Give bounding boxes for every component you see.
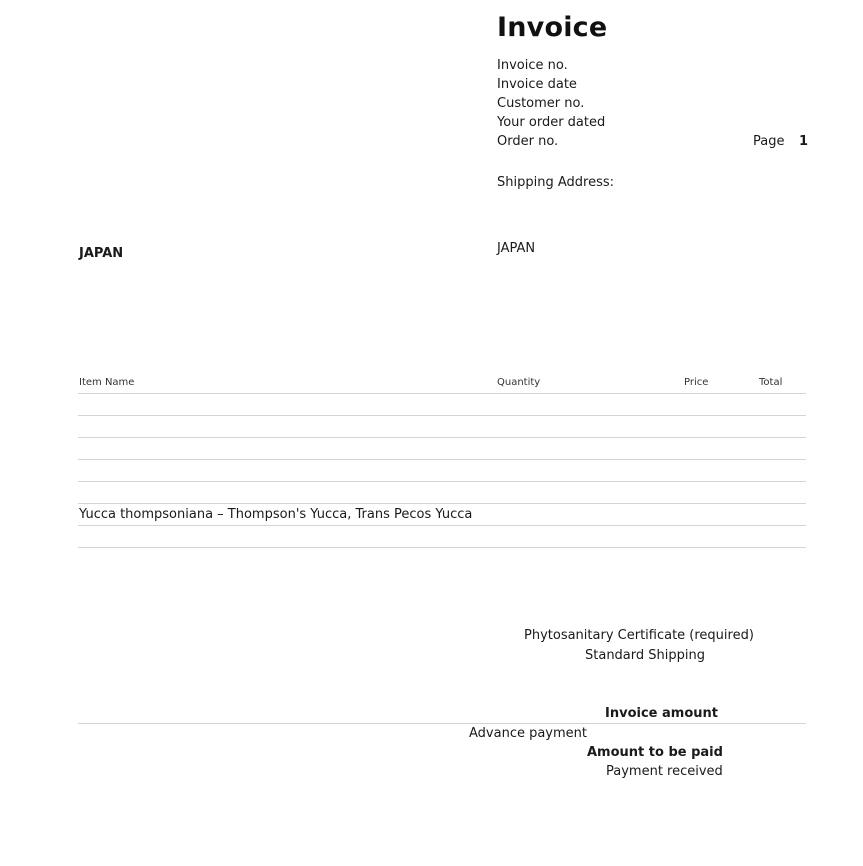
invoice-date-label: Invoice date <box>497 77 577 92</box>
amount-to-be-paid-label: Amount to be paid <box>587 745 723 760</box>
customer-number-label: Customer no. <box>497 96 585 111</box>
billing-country: JAPAN <box>79 246 124 261</box>
shipping-address-label: Shipping Address: <box>497 175 614 190</box>
table-row-divider <box>78 525 806 526</box>
phytosanitary-certificate-charge: Phytosanitary Certificate (required) <box>524 628 754 643</box>
order-date-label: Your order dated <box>497 115 606 130</box>
page-number: 1 <box>799 134 809 149</box>
order-number-label: Order no. <box>497 134 559 149</box>
invoice-amount-label: Invoice amount <box>605 706 718 721</box>
standard-shipping-charge: Standard Shipping <box>585 648 705 663</box>
page-title: Invoice <box>497 12 608 43</box>
column-header-item-name: Item Name <box>79 377 135 388</box>
table-row-divider <box>78 459 806 460</box>
table-row-divider <box>78 481 806 482</box>
summary-divider <box>78 723 806 724</box>
payment-received-label: Payment received <box>606 764 723 779</box>
invoice-meta-labels <box>497 56 605 151</box>
table-header-divider <box>78 393 806 394</box>
column-header-price: Price <box>684 377 709 388</box>
table-row-divider <box>78 547 806 548</box>
table-row-divider <box>78 503 806 504</box>
table-row-divider <box>78 437 806 438</box>
table-row-divider <box>78 415 806 416</box>
page-label: Page <box>753 134 785 149</box>
column-header-quantity: Quantity <box>497 377 541 388</box>
advance-payment-label: Advance payment <box>469 726 588 741</box>
table-row-item-name: Yucca thompsoniana – Thompson's Yucca, Trans Pecos Yucca <box>79 507 473 522</box>
invoice-number-label: Invoice no. <box>497 58 568 73</box>
shipping-country: JAPAN <box>497 241 536 256</box>
column-header-total: Total <box>759 377 783 388</box>
